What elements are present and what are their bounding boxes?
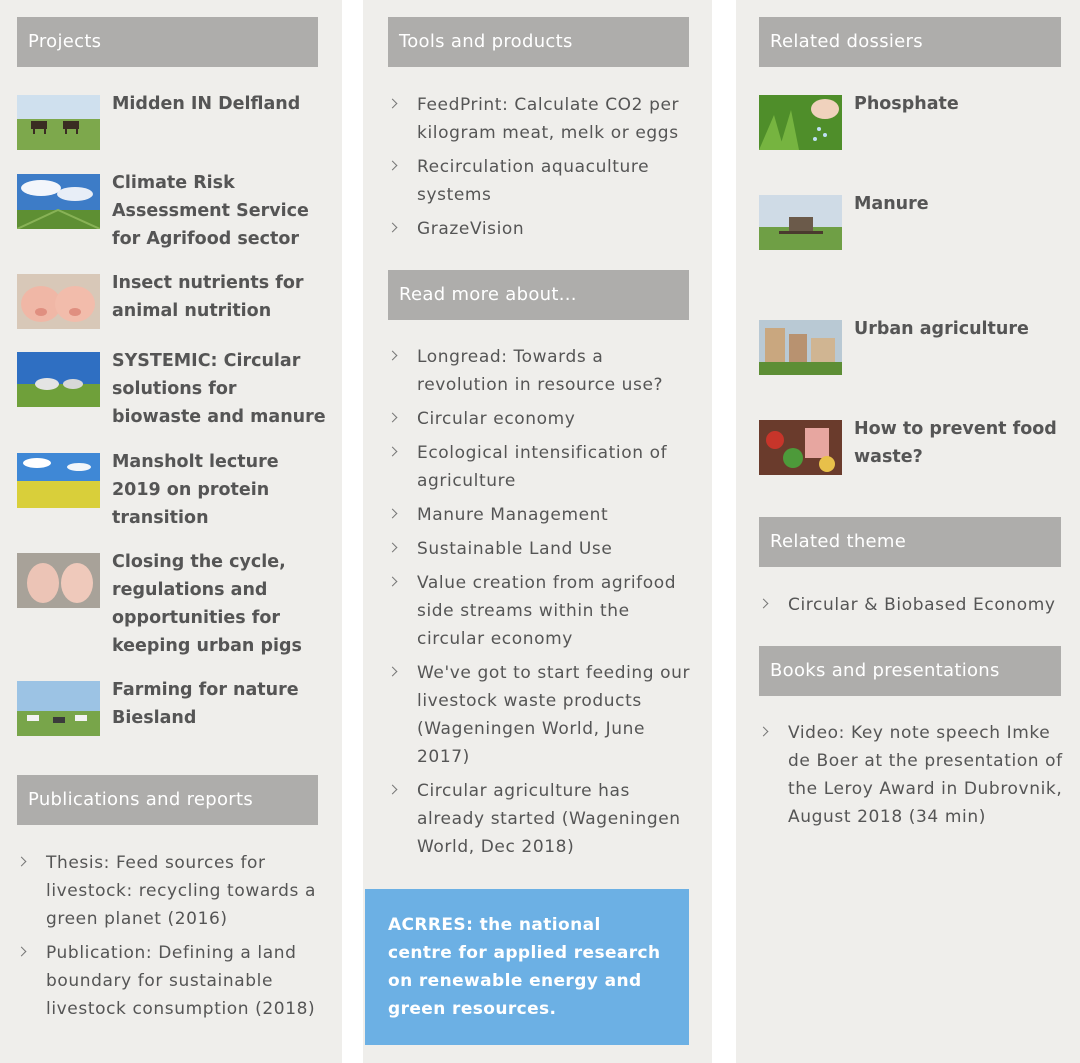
chevron-right-icon bbox=[17, 947, 27, 957]
dossier-item[interactable] bbox=[759, 320, 1069, 375]
chevron-right-icon bbox=[388, 509, 398, 519]
dossiers-header: Related dossiers bbox=[759, 17, 1061, 67]
chevron-right-icon bbox=[388, 223, 398, 233]
list-item[interactable]: We've got to start feeding our livestock waste products (Wageningen World, June 2017) bbox=[388, 659, 693, 771]
project-item[interactable] bbox=[17, 352, 327, 431]
chevron-right-icon bbox=[388, 667, 398, 677]
piglets-photo bbox=[17, 274, 100, 329]
list-item[interactable]: Circular agriculture has already started (Wageningen World, Dec 2018) bbox=[388, 777, 693, 861]
project-title[interactable]: Climate Risk Assessment Service for Agrifood sector bbox=[112, 173, 309, 249]
chevron-right-icon bbox=[388, 413, 398, 423]
dossier-title[interactable]: Urban agriculture bbox=[854, 319, 1029, 339]
project-item[interactable] bbox=[17, 453, 327, 532]
project-title[interactable]: Midden IN Delfland bbox=[112, 94, 301, 114]
chevron-right-icon bbox=[388, 447, 398, 457]
grazing-cattle-photo bbox=[17, 681, 100, 736]
project-title[interactable]: Insect nutrients for animal nutrition bbox=[112, 273, 304, 321]
chevron-right-icon bbox=[759, 599, 769, 609]
chevron-right-icon bbox=[17, 857, 27, 867]
project-item[interactable] bbox=[17, 95, 327, 150]
list-item[interactable]: Publication: Defining a land boundary for sustainable livestock consumption (2018) bbox=[17, 939, 322, 1023]
project-title[interactable]: Mansholt lecture 2019 on protein transition bbox=[112, 452, 279, 528]
list-item[interactable]: Circular & Biobased Economy bbox=[759, 591, 1069, 619]
books-list bbox=[759, 719, 1064, 837]
chevron-right-icon bbox=[388, 543, 398, 553]
field-under-sky-photo bbox=[17, 174, 100, 229]
manure-spreader-photo bbox=[759, 195, 842, 250]
list-item[interactable]: Longread: Towards a revolution in resource use? bbox=[388, 343, 693, 399]
books-header: Books and presentations bbox=[759, 646, 1061, 696]
pigs-photo bbox=[17, 553, 100, 608]
list-item[interactable]: Thesis: Feed sources for livestock: recycling towards a green planet (2016) bbox=[17, 849, 322, 933]
list-item[interactable]: Recirculation aquaculture systems bbox=[388, 153, 693, 209]
list-item[interactable]: Value creation from agrifood side streams within the circular economy bbox=[388, 569, 693, 653]
biogas-plant-photo bbox=[17, 352, 100, 407]
read-more-list bbox=[388, 343, 693, 867]
food-produce-photo bbox=[759, 420, 842, 475]
acrres-promo-block[interactable]: ACRRES: the national centre for applied research on renewable energy and green resources. bbox=[365, 889, 689, 1045]
dossier-item[interactable] bbox=[759, 95, 1069, 150]
list-item[interactable]: Video: Key note speech Imke de Boer at the presentation of the Leroy Award in Dubrovnik, August 2018 (34 min) bbox=[759, 719, 1064, 831]
dossier-item[interactable] bbox=[759, 195, 1069, 250]
cows-in-pasture-photo bbox=[17, 95, 100, 150]
list-item[interactable]: Circular economy bbox=[388, 405, 693, 433]
publications-list bbox=[17, 849, 322, 1029]
project-title[interactable]: SYSTEMIC: Circular solutions for biowaste and manure bbox=[112, 351, 326, 427]
chevron-right-icon bbox=[388, 577, 398, 587]
projects-header: Projects bbox=[17, 17, 318, 67]
rapeseed-field-photo bbox=[17, 453, 100, 508]
related-theme-header: Related theme bbox=[759, 517, 1061, 567]
project-item[interactable] bbox=[17, 174, 327, 253]
related-theme-list bbox=[759, 591, 1069, 625]
chevron-right-icon bbox=[759, 727, 769, 737]
chevron-right-icon bbox=[388, 99, 398, 109]
chevron-right-icon bbox=[388, 161, 398, 171]
hand-sprinkling-granules-photo bbox=[759, 95, 842, 150]
project-item[interactable] bbox=[17, 681, 327, 736]
chevron-right-icon bbox=[388, 351, 398, 361]
list-item[interactable]: FeedPrint: Calculate CO2 per kilogram meat, melk or eggs bbox=[388, 91, 693, 147]
list-item[interactable]: Sustainable Land Use bbox=[388, 535, 693, 563]
project-item[interactable] bbox=[17, 274, 327, 329]
project-title[interactable]: Closing the cycle, regulations and opportunities for keeping urban pigs bbox=[112, 552, 302, 656]
city-buildings-photo bbox=[759, 320, 842, 375]
list-item[interactable]: Manure Management bbox=[388, 501, 693, 529]
publications-header: Publications and reports bbox=[17, 775, 318, 825]
project-title[interactable]: Farming for nature Biesland bbox=[112, 680, 299, 728]
chevron-right-icon bbox=[388, 785, 398, 795]
tools-list bbox=[388, 91, 693, 249]
read-more-header: Read more about... bbox=[388, 270, 689, 320]
project-item[interactable] bbox=[17, 553, 327, 660]
list-item[interactable]: Ecological intensification of agriculture bbox=[388, 439, 693, 495]
tools-header: Tools and products bbox=[388, 17, 689, 67]
list-item[interactable]: GrazeVision bbox=[388, 215, 693, 243]
dossier-title[interactable]: Phosphate bbox=[854, 94, 959, 114]
dossier-title[interactable]: Manure bbox=[854, 194, 929, 214]
dossier-item[interactable] bbox=[759, 420, 1069, 475]
dossier-title[interactable]: How to prevent food waste? bbox=[854, 419, 1057, 467]
